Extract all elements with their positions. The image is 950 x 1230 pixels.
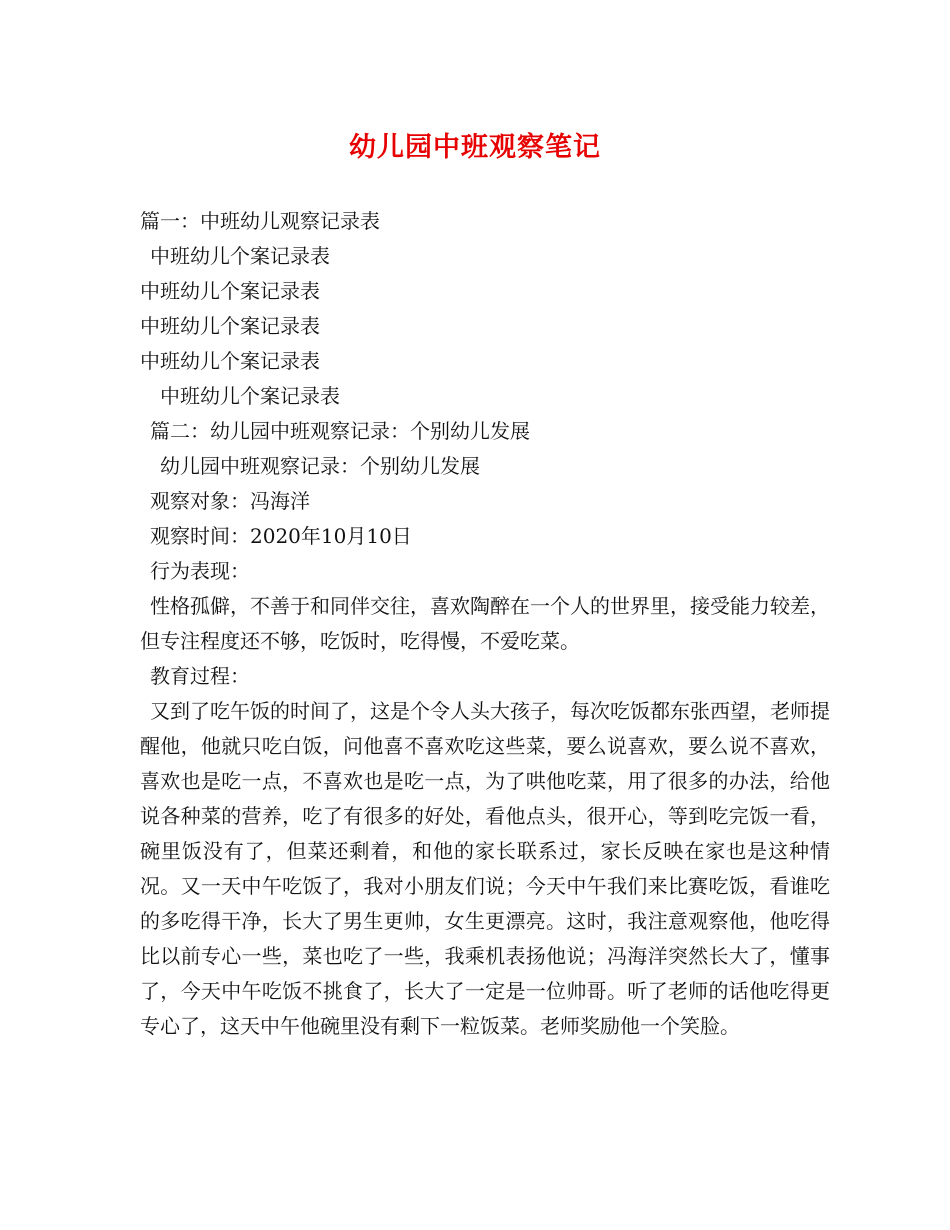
process-text: 又到了吃午饭的时间了，这是个令人头大孩子，每次吃饭都东张西望，老师提醒他，他就只吃白饭，问他喜不喜欢吃这些菜，要么说喜欢，要么说不喜欢，喜欢也是吃一点，不喜欢也是吃一点，为了哄他吃菜，用了很多的办法，给他说各种菜的营养，吃了有很多的好处，看他点头，很开心，等到吃完饭一看，碗里饭没有了，但菜还剩着，和他的家长联系过，家长反映在家也是这种情况。又一天中午吃饭了，我对小朋友们说；今天中午我们来比赛吃饭，看谁吃的多吃得干净，长大了男生更帅，女生更漂亮。这时，我注意观察他，他吃得比以前专心一些，菜也吃了一些，我乘机表扬他说；冯海洋突然长大了，懂事了，今天中午吃饭不挑食了，长大了一定是一位帅哥。听了老师的话他吃得更专心了，这天中午他碗里没有剩下一粒饭菜。老师奖励他一个笑脸。 bbox=[140, 699, 830, 1038]
section-heading-1: 篇一：中班幼儿观察记录表 bbox=[140, 209, 380, 233]
subheading: 幼儿园中班观察记录：个别幼儿发展 bbox=[160, 454, 480, 478]
document-title: 幼儿园中班观察笔记 bbox=[349, 132, 601, 163]
observation-time: 观察时间：2020年10月10日 bbox=[150, 524, 412, 548]
text-line: 中班幼儿个案记录表 bbox=[140, 349, 320, 373]
text-line: 中班幼儿个案记录表 bbox=[140, 314, 320, 338]
process-paragraph bbox=[140, 694, 830, 1044]
observation-subject: 观察对象：冯海洋 bbox=[150, 489, 310, 513]
process-label: 教育过程： bbox=[150, 664, 250, 688]
document-body bbox=[140, 204, 830, 1044]
text-line: 中班幼儿个案记录表 bbox=[160, 384, 340, 408]
text-line: 中班幼儿个案记录表 bbox=[150, 244, 330, 268]
behavior-label: 行为表现： bbox=[150, 559, 250, 583]
behavior-paragraph bbox=[140, 589, 830, 659]
section-heading-2: 篇二：幼儿园中班观察记录：个别幼儿发展 bbox=[150, 419, 530, 443]
behavior-text: 性格孤僻，不善于和同伴交往，喜欢陶醉在一个人的世界里，接受能力较差，但专注程度还不够，吃饭时，吃得慢，不爱吃菜。 bbox=[140, 594, 830, 653]
text-line: 中班幼儿个案记录表 bbox=[140, 279, 320, 303]
